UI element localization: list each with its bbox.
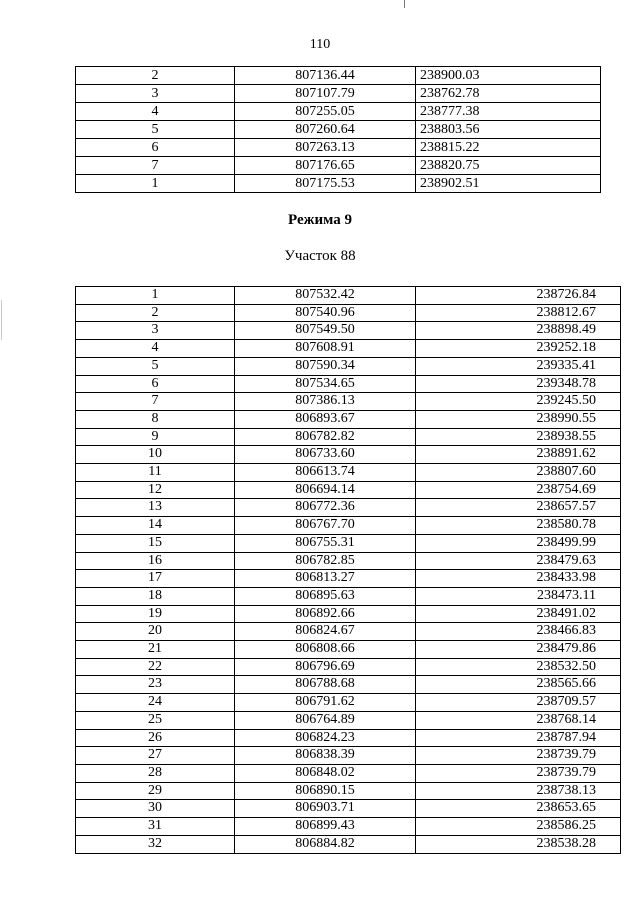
point-number-cell: 25 [76,711,235,729]
x-coordinate-cell: 807534.65 [235,375,416,393]
point-number-cell: 6 [76,139,235,157]
y-coordinate-cell: 238990.55 [416,410,621,428]
point-number-cell: 30 [76,800,235,818]
table-row [76,676,621,694]
table-row [76,570,621,588]
y-coordinate-cell: 238898.49 [416,322,621,340]
point-number-cell: 18 [76,587,235,605]
x-coordinate-cell: 806848.02 [235,764,416,782]
y-coordinate-cell: 238815.22 [416,139,601,157]
x-coordinate-cell: 807260.64 [235,121,416,139]
table-row [76,605,621,623]
y-coordinate-cell: 239348.78 [416,375,621,393]
x-coordinate-cell: 807255.05 [235,103,416,121]
point-number-cell: 23 [76,676,235,694]
table-row [76,139,601,157]
table-row [76,410,621,428]
y-coordinate-cell: 238739.79 [416,764,621,782]
table-row [76,818,621,836]
point-number-cell: 2 [76,304,235,322]
y-coordinate-cell: 238738.13 [416,782,621,800]
y-coordinate-cell: 238902.51 [416,175,601,193]
table-row [76,711,621,729]
table-row [76,623,621,641]
x-coordinate-cell: 806694.14 [235,481,416,499]
point-number-cell: 10 [76,446,235,464]
table-row [76,175,601,193]
table-row [76,747,621,765]
point-number-cell: 9 [76,428,235,446]
table-row [76,304,621,322]
table-row [76,464,621,482]
table-row [76,517,621,535]
table-row [76,658,621,676]
y-coordinate-cell: 238586.25 [416,818,621,836]
x-coordinate-cell: 806772.36 [235,499,416,517]
point-number-cell: 11 [76,464,235,482]
point-number-cell: 14 [76,517,235,535]
x-coordinate-cell: 806767.70 [235,517,416,535]
y-coordinate-cell: 239245.50 [416,393,621,411]
table-row [76,835,621,853]
y-coordinate-cell: 238787.94 [416,729,621,747]
point-number-cell: 4 [76,103,235,121]
x-coordinate-cell: 807549.50 [235,322,416,340]
y-coordinate-cell: 238479.86 [416,641,621,659]
y-coordinate-cell: 238762.78 [416,85,601,103]
x-coordinate-cell: 807386.13 [235,393,416,411]
table-row [76,641,621,659]
point-number-cell: 15 [76,534,235,552]
x-coordinate-cell: 806788.68 [235,676,416,694]
point-number-cell: 7 [76,157,235,175]
x-coordinate-cell: 806764.89 [235,711,416,729]
table-row [76,121,601,139]
table-row [76,446,621,464]
point-number-cell: 5 [76,357,235,375]
point-number-cell: 4 [76,340,235,358]
y-coordinate-cell: 238777.38 [416,103,601,121]
point-number-cell: 8 [76,410,235,428]
y-coordinate-cell: 238538.28 [416,835,621,853]
point-number-cell: 2 [76,67,235,85]
y-coordinate-cell: 238754.69 [416,481,621,499]
point-number-cell: 1 [76,287,235,305]
x-coordinate-cell: 806813.27 [235,570,416,588]
point-number-cell: 1 [76,175,235,193]
table-row [76,340,621,358]
scan-edge-mark [404,0,405,8]
table-row [76,800,621,818]
x-coordinate-cell: 806808.66 [235,641,416,659]
table-row [76,552,621,570]
point-number-cell: 24 [76,694,235,712]
y-coordinate-cell: 238565.66 [416,676,621,694]
point-number-cell: 19 [76,605,235,623]
y-coordinate-cell: 238473.11 [416,587,621,605]
x-coordinate-cell: 806733.60 [235,446,416,464]
point-number-cell: 3 [76,85,235,103]
x-coordinate-cell: 807590.34 [235,357,416,375]
y-coordinate-cell: 238938.55 [416,428,621,446]
table-row [76,322,621,340]
x-coordinate-cell: 806782.82 [235,428,416,446]
coordinates-table-body [76,287,621,854]
x-coordinate-cell: 806899.43 [235,818,416,836]
point-number-cell: 22 [76,658,235,676]
table-row [76,782,621,800]
x-coordinate-cell: 806838.39 [235,747,416,765]
y-coordinate-cell: 238900.03 [416,67,601,85]
table-row [76,157,601,175]
x-coordinate-cell: 807608.91 [235,340,416,358]
section-heading: Участок 88 [284,248,356,264]
table-row [76,534,621,552]
y-coordinate-cell: 238466.83 [416,623,621,641]
y-coordinate-cell: 238709.57 [416,694,621,712]
point-number-cell: 32 [76,835,235,853]
regime-heading: Режима 9 [287,212,352,228]
table-row [76,499,621,517]
point-number-cell: 13 [76,499,235,517]
x-coordinate-cell: 807136.44 [235,67,416,85]
x-coordinate-cell: 806903.71 [235,800,416,818]
point-number-cell: 26 [76,729,235,747]
y-coordinate-cell: 238657.57 [416,499,621,517]
point-number-cell: 29 [76,782,235,800]
coordinates-table-section-88 [75,286,621,854]
coordinates-table-continued [75,66,601,193]
y-coordinate-cell: 238726.84 [416,287,621,305]
y-coordinate-cell: 238768.14 [416,711,621,729]
point-number-cell: 21 [76,641,235,659]
x-coordinate-cell: 806884.82 [235,835,416,853]
x-coordinate-cell: 806824.23 [235,729,416,747]
y-coordinate-cell: 238891.62 [416,446,621,464]
table-row [76,85,601,103]
x-coordinate-cell: 806782.85 [235,552,416,570]
table-row [76,481,621,499]
x-coordinate-cell: 806895.63 [235,587,416,605]
table-row [76,357,621,375]
y-coordinate-cell: 239335.41 [416,357,621,375]
table-row [76,694,621,712]
point-number-cell: 12 [76,481,235,499]
point-number-cell: 20 [76,623,235,641]
y-coordinate-cell: 238499.99 [416,534,621,552]
x-coordinate-cell: 807532.42 [235,287,416,305]
table-row [76,393,621,411]
point-number-cell: 6 [76,375,235,393]
x-coordinate-cell: 806796.69 [235,658,416,676]
point-number-cell: 3 [76,322,235,340]
point-number-cell: 7 [76,393,235,411]
table-row [76,764,621,782]
y-coordinate-cell: 238479.63 [416,552,621,570]
x-coordinate-cell: 806890.15 [235,782,416,800]
x-coordinate-cell: 807176.65 [235,157,416,175]
y-coordinate-cell: 239252.18 [416,340,621,358]
page-number: 110 [309,37,331,52]
table-row [76,375,621,393]
y-coordinate-cell: 238532.50 [416,658,621,676]
x-coordinate-cell: 806791.62 [235,694,416,712]
coordinates-table-body [76,67,601,193]
x-coordinate-cell: 806824.67 [235,623,416,641]
y-coordinate-cell: 238820.75 [416,157,601,175]
y-coordinate-cell: 238812.67 [416,304,621,322]
point-number-cell: 17 [76,570,235,588]
x-coordinate-cell: 807540.96 [235,304,416,322]
scan-edge-mark [1,300,2,340]
point-number-cell: 28 [76,764,235,782]
table-row [76,67,601,85]
y-coordinate-cell: 238739.79 [416,747,621,765]
y-coordinate-cell: 238580.78 [416,517,621,535]
point-number-cell: 16 [76,552,235,570]
table-row [76,587,621,605]
table-row [76,729,621,747]
x-coordinate-cell: 806892.66 [235,605,416,623]
y-coordinate-cell: 238807.60 [416,464,621,482]
point-number-cell: 27 [76,747,235,765]
y-coordinate-cell: 238653.65 [416,800,621,818]
table-row [76,103,601,121]
y-coordinate-cell: 238433.98 [416,570,621,588]
x-coordinate-cell: 806755.31 [235,534,416,552]
x-coordinate-cell: 807107.79 [235,85,416,103]
point-number-cell: 5 [76,121,235,139]
point-number-cell: 31 [76,818,235,836]
x-coordinate-cell: 806893.67 [235,410,416,428]
x-coordinate-cell: 807175.53 [235,175,416,193]
y-coordinate-cell: 238803.56 [416,121,601,139]
table-row [76,287,621,305]
x-coordinate-cell: 807263.13 [235,139,416,157]
table-row [76,428,621,446]
y-coordinate-cell: 238491.02 [416,605,621,623]
x-coordinate-cell: 806613.74 [235,464,416,482]
